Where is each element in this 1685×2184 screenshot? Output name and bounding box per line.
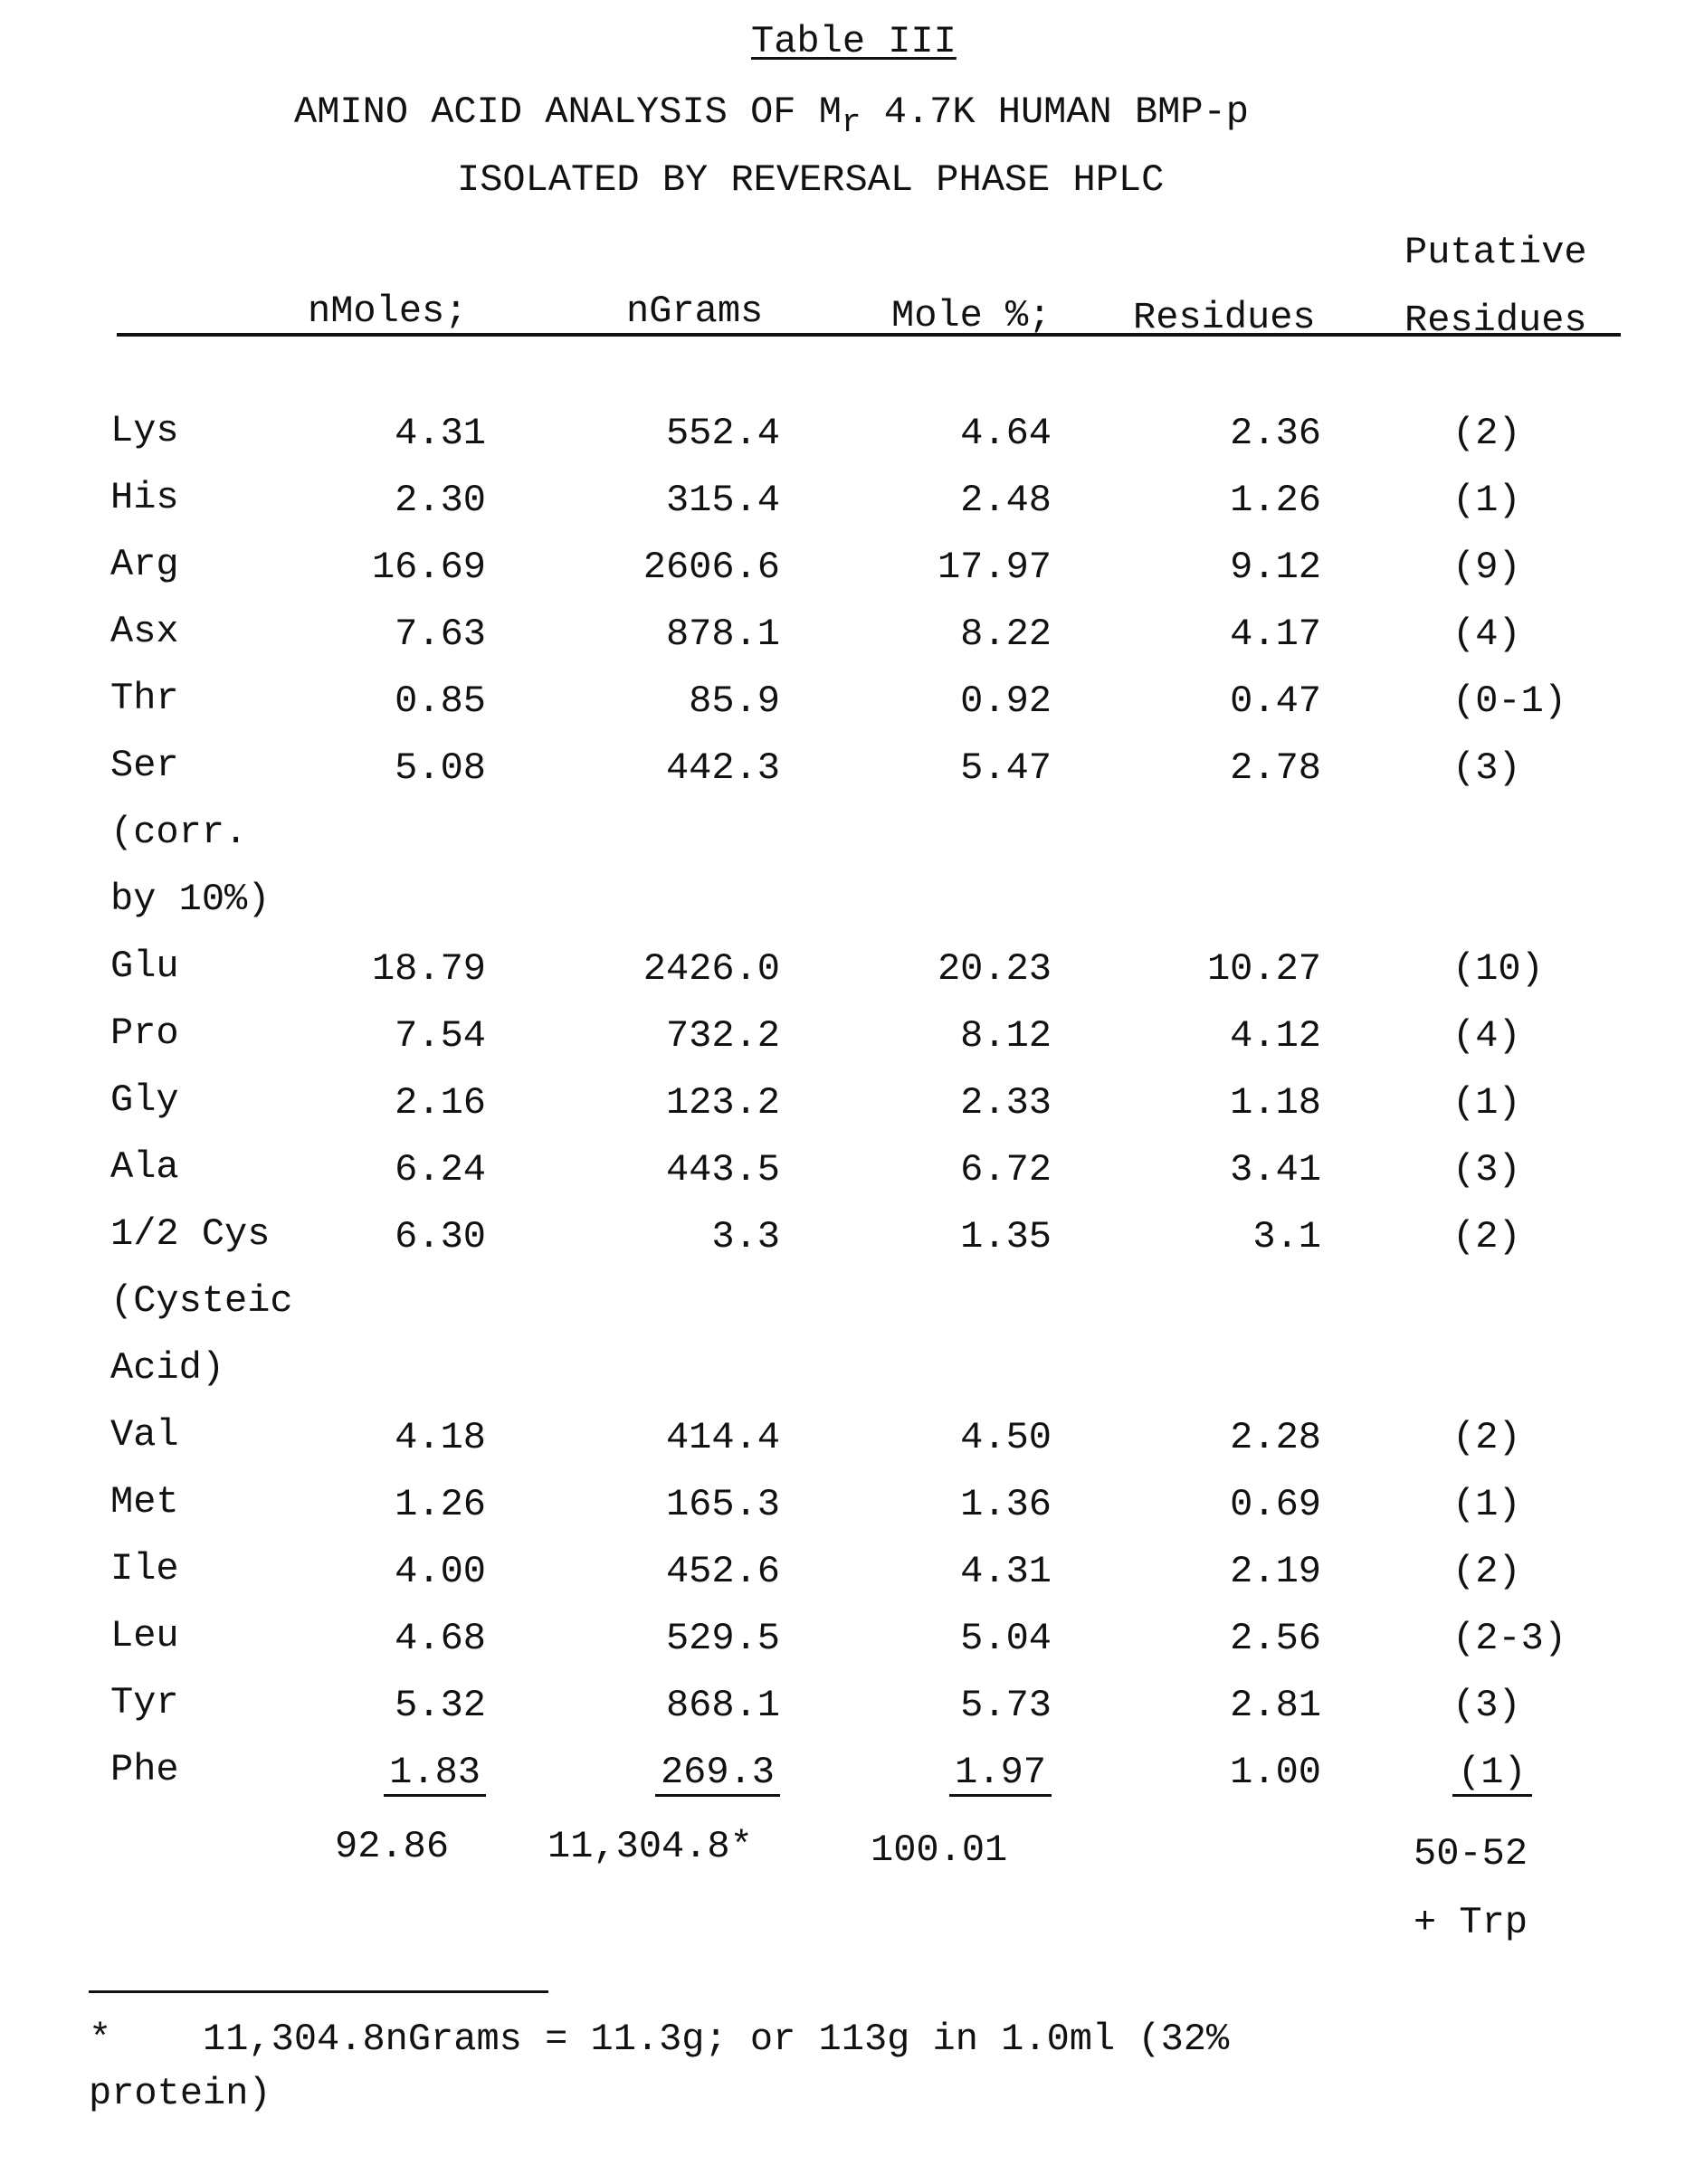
total-ngrams: 11,304.8*	[547, 1825, 753, 1868]
amino-acid-name	[110, 1736, 179, 1803]
amino-acid-name-line: (corr.	[110, 799, 270, 866]
cell-ngrams: 529.5	[666, 1617, 780, 1660]
cell-ngrams: 269.3	[655, 1751, 780, 1797]
cell-ngrams: 442.3	[666, 746, 780, 790]
cell-putative: (2-3)	[1452, 1617, 1566, 1660]
cell-putative: (2)	[1452, 1550, 1521, 1593]
footnote-rule	[89, 1990, 548, 1993]
cell-nmoles: 16.69	[372, 546, 486, 589]
cell-residues: 2.28	[1230, 1416, 1321, 1459]
amino-acid-name	[110, 1401, 179, 1468]
total-mole-pct: 100.01	[871, 1828, 1007, 1872]
table-title: Table III	[751, 20, 957, 63]
cell-putative: (2)	[1452, 1215, 1521, 1258]
cell-nmoles: 4.18	[395, 1416, 486, 1459]
cell-nmoles: 4.31	[395, 412, 486, 455]
cell-putative: (4)	[1452, 1014, 1521, 1058]
subtitle-pre: AMINO ACID ANALYSIS OF M	[294, 90, 842, 134]
amino-acid-name-line: Phe	[110, 1736, 179, 1803]
cell-mole-pct: 4.31	[960, 1550, 1052, 1593]
cell-mole-pct: 2.33	[960, 1081, 1052, 1125]
cell-mole-pct: 6.72	[960, 1148, 1052, 1192]
amino-acid-name-line: Tyr	[110, 1669, 179, 1736]
cell-putative: (10)	[1452, 947, 1544, 991]
cell-mole-pct: 2.48	[960, 479, 1052, 522]
cell-residues: 10.27	[1207, 947, 1321, 991]
cell-ngrams: 315.4	[666, 479, 780, 522]
amino-acid-name-line: Met	[110, 1468, 179, 1535]
amino-acid-name-line: 1/2 Cys	[110, 1201, 293, 1268]
amino-acid-name-line: Asx	[110, 598, 179, 665]
cell-mole-pct: 1.97	[949, 1751, 1052, 1797]
total-putative-trp: + Trp	[1414, 1901, 1528, 1944]
cell-nmoles: 1.83	[384, 1751, 486, 1797]
amino-acid-name-line: Pro	[110, 1000, 179, 1067]
cell-residues: 1.00	[1230, 1751, 1321, 1794]
header-mole-pct: Mole %;	[891, 294, 1051, 337]
cell-residues: 4.12	[1230, 1014, 1321, 1058]
cell-mole-pct: 8.12	[960, 1014, 1052, 1058]
cell-residues: 0.69	[1230, 1483, 1321, 1526]
cell-mole-pct: 0.92	[960, 679, 1052, 723]
cell-residues: 2.81	[1230, 1684, 1321, 1727]
cell-putative: (3)	[1452, 746, 1521, 790]
cell-ngrams: 878.1	[666, 612, 780, 656]
cell-ngrams: 552.4	[666, 412, 780, 455]
cell-ngrams: 414.4	[666, 1416, 780, 1459]
amino-acid-name	[110, 1468, 179, 1535]
cell-residues: 2.78	[1230, 746, 1321, 790]
cell-mole-pct: 1.36	[960, 1483, 1052, 1526]
amino-acid-name-line: Lys	[110, 397, 179, 464]
amino-acid-name-line: Ala	[110, 1134, 179, 1201]
cell-putative: (1)	[1452, 1483, 1521, 1526]
subtitle-subscript: r	[842, 104, 862, 141]
amino-acid-name	[110, 531, 179, 598]
cell-ngrams: 452.6	[666, 1550, 780, 1593]
total-putative: 50-52	[1414, 1832, 1528, 1875]
amino-acid-name	[110, 1134, 179, 1201]
cell-putative: (3)	[1452, 1684, 1521, 1727]
cell-nmoles: 18.79	[372, 947, 486, 991]
cell-ngrams: 85.9	[689, 679, 780, 723]
amino-acid-name	[110, 1067, 179, 1134]
cell-ngrams: 165.3	[666, 1483, 780, 1526]
cell-nmoles: 2.16	[395, 1081, 486, 1125]
amino-acid-name	[110, 665, 179, 732]
amino-acid-name-line: His	[110, 464, 179, 531]
cell-ngrams: 868.1	[666, 1684, 780, 1727]
cell-putative: (9)	[1452, 546, 1521, 589]
cell-nmoles: 5.08	[395, 746, 486, 790]
cell-mole-pct: 1.35	[960, 1215, 1052, 1258]
cell-residues: 2.56	[1230, 1617, 1321, 1660]
cell-nmoles: 6.24	[395, 1148, 486, 1192]
cell-putative: (0-1)	[1452, 679, 1566, 723]
header-rule	[117, 333, 1621, 337]
cell-mole-pct: 5.47	[960, 746, 1052, 790]
cell-putative: (3)	[1452, 1148, 1521, 1192]
cell-nmoles: 7.54	[395, 1014, 486, 1058]
cell-mole-pct: 5.04	[960, 1617, 1052, 1660]
cell-putative: (2)	[1452, 1416, 1521, 1459]
cell-mole-pct: 17.97	[938, 546, 1052, 589]
cell-residues: 1.18	[1230, 1081, 1321, 1125]
table-subtitle-line1	[294, 90, 1249, 134]
amino-acid-name-line: Gly	[110, 1067, 179, 1134]
cell-ngrams: 732.2	[666, 1014, 780, 1058]
amino-acid-name	[110, 933, 179, 1000]
cell-putative: (4)	[1452, 612, 1521, 656]
cell-residues: 9.12	[1230, 546, 1321, 589]
amino-acid-name	[110, 1602, 179, 1669]
cell-ngrams: 3.3	[711, 1215, 780, 1258]
cell-ngrams: 443.5	[666, 1148, 780, 1192]
cell-residues: 4.17	[1230, 612, 1321, 656]
cell-nmoles: 6.30	[395, 1215, 486, 1258]
amino-acid-name	[110, 464, 179, 531]
amino-acid-name-line: Leu	[110, 1602, 179, 1669]
cell-nmoles: 4.00	[395, 1550, 486, 1593]
cell-ngrams: 2426.0	[643, 947, 780, 991]
amino-acid-name-line: by 10%)	[110, 866, 270, 933]
amino-acid-name-line: Glu	[110, 933, 179, 1000]
amino-acid-name-line: Thr	[110, 665, 179, 732]
amino-acid-name-line: Ile	[110, 1535, 179, 1602]
cell-mole-pct: 4.64	[960, 412, 1052, 455]
header-putative-top: Putative	[1404, 231, 1587, 274]
table-subtitle-line2: ISOLATED BY REVERSAL PHASE HPLC	[457, 158, 1164, 202]
header-putative-residues: Residues	[1404, 299, 1587, 342]
total-nmoles: 92.86	[335, 1825, 449, 1868]
subtitle-post: 4.7K HUMAN BMP-p	[862, 90, 1249, 134]
cell-nmoles: 5.32	[395, 1684, 486, 1727]
cell-mole-pct: 8.22	[960, 612, 1052, 656]
header-ngrams: nGrams	[626, 290, 763, 333]
cell-nmoles: 2.30	[395, 479, 486, 522]
footnote-line1: * 11,304.8nGrams = 11.3g; or 113g in 1.0ml (32%	[89, 2018, 1229, 2061]
amino-acid-name-line: (Cysteic	[110, 1268, 293, 1334]
amino-acid-name	[110, 1535, 179, 1602]
cell-nmoles: 1.26	[395, 1483, 486, 1526]
amino-acid-name-line: Val	[110, 1401, 179, 1468]
header-nmoles: nMoles;	[308, 290, 467, 333]
cell-putative: (1)	[1452, 479, 1521, 522]
amino-acid-name-line: Arg	[110, 531, 179, 598]
cell-residues: 3.1	[1252, 1215, 1321, 1258]
cell-mole-pct: 5.73	[960, 1684, 1052, 1727]
cell-putative: (1)	[1452, 1751, 1532, 1797]
cell-ngrams: 123.2	[666, 1081, 780, 1125]
amino-acid-name	[110, 598, 179, 665]
amino-acid-name	[110, 1000, 179, 1067]
header-residues: Residues	[1133, 296, 1316, 339]
cell-residues: 0.47	[1230, 679, 1321, 723]
cell-residues: 1.26	[1230, 479, 1321, 522]
cell-residues: 2.19	[1230, 1550, 1321, 1593]
cell-putative: (2)	[1452, 412, 1521, 455]
cell-residues: 2.36	[1230, 412, 1321, 455]
amino-acid-name	[110, 732, 270, 933]
amino-acid-name	[110, 1669, 179, 1736]
amino-acid-name	[110, 1201, 293, 1401]
footnote-line2: protein)	[89, 2072, 271, 2115]
cell-ngrams: 2606.6	[643, 546, 780, 589]
cell-nmoles: 4.68	[395, 1617, 486, 1660]
cell-residues: 3.41	[1230, 1148, 1321, 1192]
cell-nmoles: 0.85	[395, 679, 486, 723]
cell-putative: (1)	[1452, 1081, 1521, 1125]
cell-mole-pct: 20.23	[938, 947, 1052, 991]
amino-acid-name-line: Ser	[110, 732, 270, 799]
cell-mole-pct: 4.50	[960, 1416, 1052, 1459]
cell-nmoles: 7.63	[395, 612, 486, 656]
amino-acid-name	[110, 397, 179, 464]
amino-acid-name-line: Acid)	[110, 1334, 293, 1401]
